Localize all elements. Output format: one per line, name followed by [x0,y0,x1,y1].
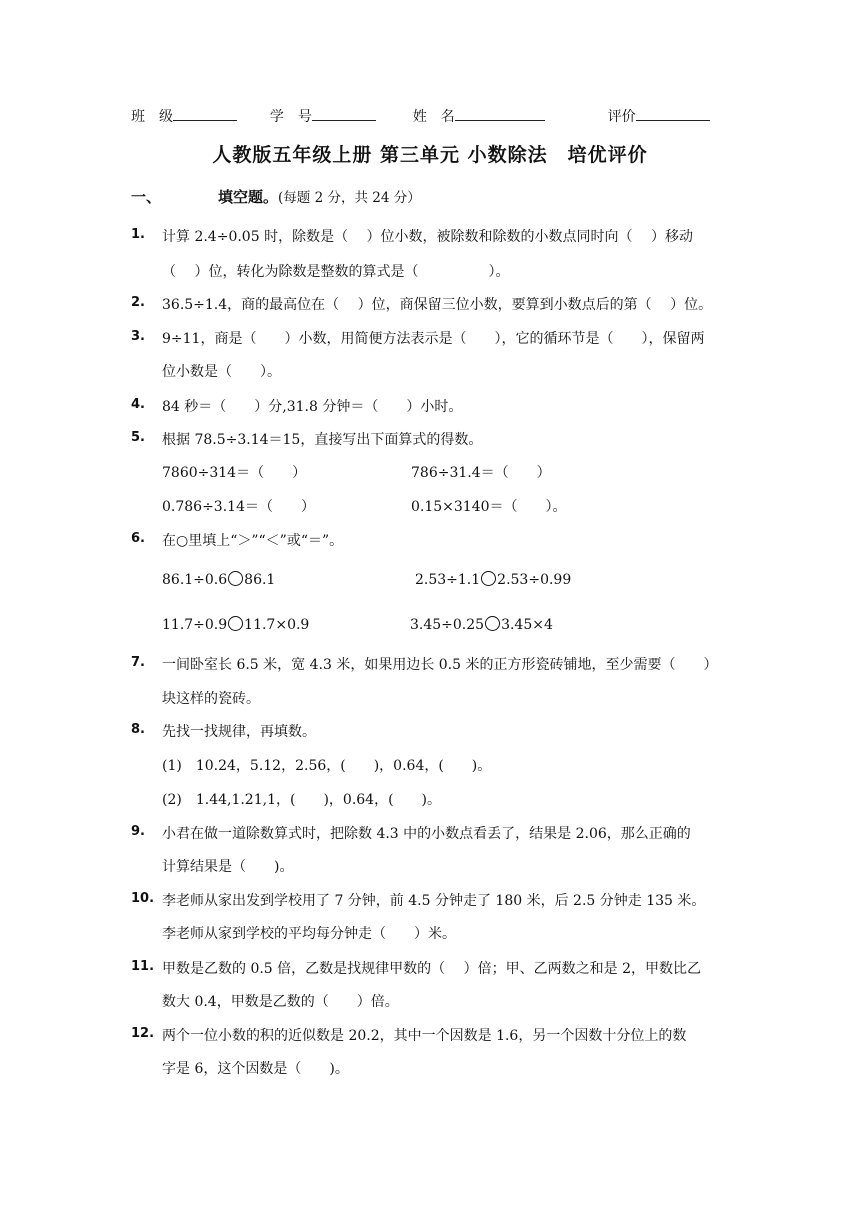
section-note: (每题 2 分，共 24 分） [278,190,421,206]
compare-left: 86.1÷0.6 [162,572,228,588]
question-number: 7. [131,655,145,670]
question-text: 甲数是乙数的 0.5 倍，乙数是找规律甲数的（ ）倍；甲、乙两数之和是 2，甲数比乙 [162,961,701,977]
question-text: 数大 0.4，甲数是乙数的（ ）倍。 [162,994,399,1010]
section-number: 一、 [131,188,162,206]
question-text: 字是 6，这个因数是（ )。 [162,1061,349,1077]
student-id-label: 学 号 [269,109,312,125]
sub-question: (1) 10.24，5.12，2.56，( )，0.64，( )。 [162,758,492,774]
question-number: 12. [131,1026,155,1041]
answer-circle[interactable] [228,616,243,631]
answer-circle[interactable] [228,571,243,586]
page-title: 人教版五年级上册 第三单元 小数除法 培优评价 [212,144,648,166]
compare-left: 2.53÷1.1 [415,572,481,588]
compare-left: 11.7÷0.9 [162,617,228,633]
question-text: 一间卧室长 6.5 米，宽 4.3 米，如果用边长 0.5 米的正方形瓷砖铺地，至少需要（ ） [162,657,718,673]
question-text: （ ）位，转化为除数是整数的算式是（ ）。 [162,264,510,280]
question-text: 计算 2.4÷0.05 时，除数是（ ）位小数，被除数和除数的小数点同时向（ ）移动 [162,229,693,245]
question-text: 小君在做一道除数算式时，把除数 4.3 中的小数点看丢了，结果是 2.06，那么正确的 [162,826,691,842]
section-heading [131,186,421,207]
compare-right: 11.7×0.9 [244,617,310,633]
question-text: 计算结果是（ )。 [162,859,294,875]
sub-question: (2) 1.44,1.21,1，( )，0.64，( )。 [162,792,442,808]
question-number: 11. [131,959,155,974]
question-number: 9. [131,824,145,839]
question-number: 2. [131,295,145,310]
compare-left: 3.45÷0.25 [410,617,485,633]
compare-item [162,616,309,633]
student-id-blank[interactable] [312,106,376,121]
question-text: 位小数是（ ）。 [162,364,281,380]
question-number: 3. [131,329,145,344]
compare-item [415,571,571,588]
answer-circle[interactable] [481,571,496,586]
calc-item: 786÷31.4＝（ ） [411,465,551,481]
class-label: 班 级 [131,109,173,125]
evaluation-label: 评价 [607,109,636,125]
evaluation-blank[interactable] [636,106,710,121]
compare-item [162,571,275,588]
question-text: 36.5÷1.4，商的最高位在（ ）位，商保留三位小数，要算到小数点后的第（ ）位。 [162,297,713,313]
question-text: 根据 78.5÷3.14＝15，直接写出下面算式的得数。 [162,432,483,448]
name-label: 姓 名 [412,109,455,125]
compare-right: 2.53÷0.99 [497,572,572,588]
question-text: 在○里填上“＞”“＜”或“＝”。 [162,533,344,549]
calc-item: 0.15×3140＝（ ）。 [411,499,567,515]
compare-right: 86.1 [244,572,276,588]
question-number: 4. [131,397,145,412]
question-text: 84 秒＝（ ）分,31.8 分钟＝（ ）小时。 [162,399,463,415]
question-number: 8. [131,722,145,737]
compare-item [410,616,553,633]
question-text: 块这样的瓷砖。 [162,691,260,707]
answer-circle[interactable] [485,616,500,631]
question-number: 10. [131,891,155,906]
question-text: 李老师从家到学校的平均每分钟走（ ）米。 [162,926,456,942]
calc-item: 7860÷314＝（ ） [162,465,307,481]
question-number: 5. [131,430,145,445]
class-blank[interactable] [173,106,237,121]
compare-right: 3.45×4 [501,617,553,633]
student-info-line [131,106,710,126]
question-text: 两个一位小数的积的近似数是 20.2，其中一个因数是 1.6，另一个因数十分位上的数 [162,1028,687,1044]
question-number: 6. [131,531,145,546]
calc-item: 0.786÷3.14＝（ ） [162,499,315,515]
question-number: 1. [131,227,145,242]
question-text: 先找一找规律，再填数。 [162,724,316,740]
section-name: 填空题。 [218,188,279,206]
name-blank[interactable] [455,106,545,121]
question-text: 9÷11，商是（ ）小数，用简便方法表示是（ ），它的循环节是（ ），保留两 [162,331,705,347]
question-text: 李老师从家出发到学校用了 7 分钟，前 4.5 分钟走了 180 米，后 2.5 分钟走 135 米。 [162,893,706,909]
